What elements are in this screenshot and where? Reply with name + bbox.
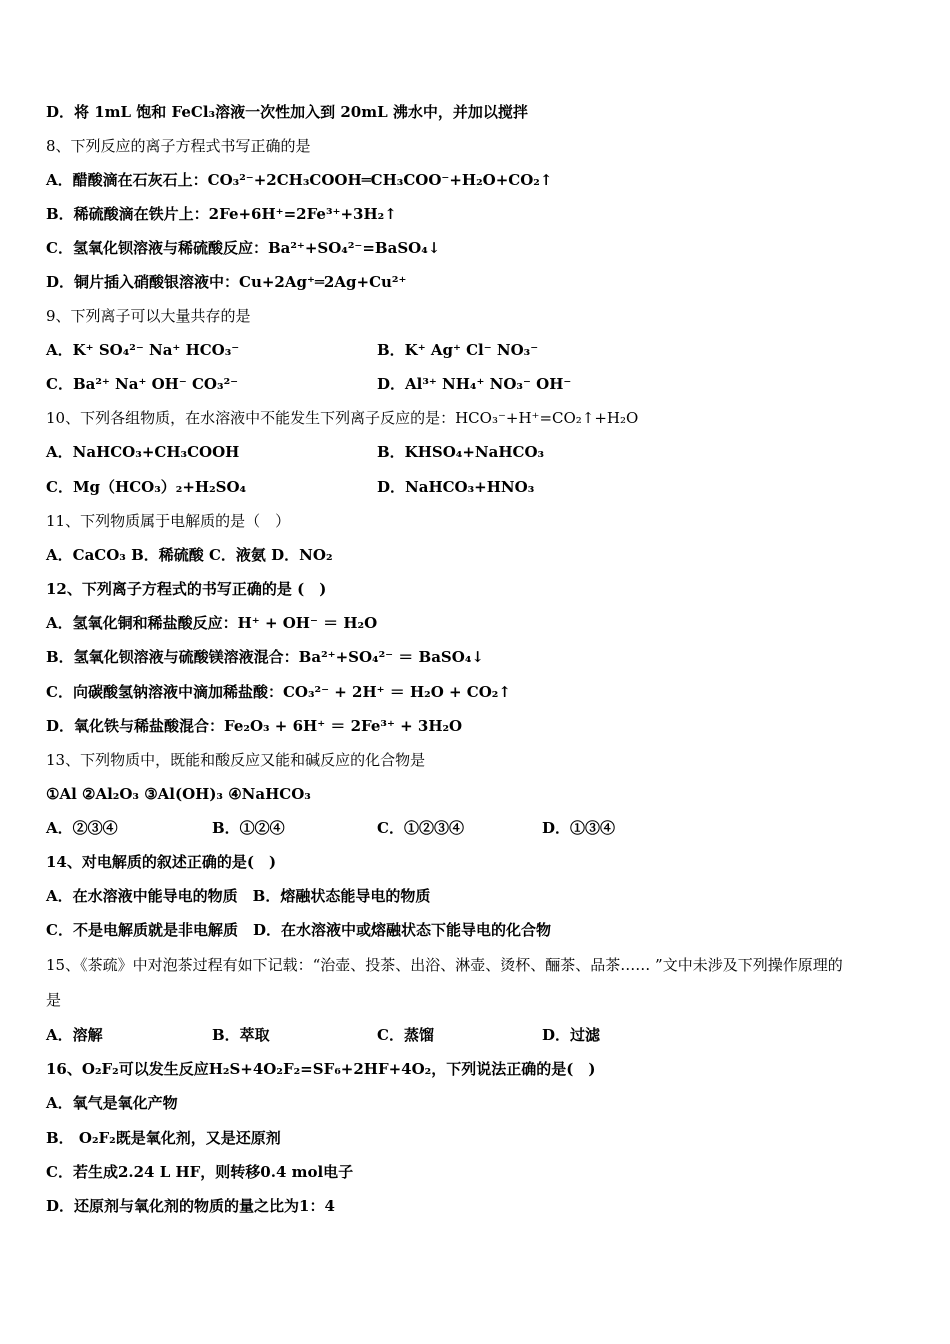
text-segment: A．在水溶液中能导电的物质 B．熔融状态能导电的物质 xyxy=(46,887,431,905)
text-segment: A．氢氧化铜和稀盐酸反应：H⁺ + OH⁻ ＝ H₂O xyxy=(46,614,378,632)
option: B．KHSO₄+NaHCO₃ xyxy=(377,443,545,461)
text-segment: A．CaCO₃ B．稀硫酸 C．液氨 D．NO₂ xyxy=(46,546,333,564)
text-segment: C．氢氧化钡溶液与稀硫酸反应：Ba²⁺+SO₄²⁻=BaSO₄↓ xyxy=(46,239,441,257)
text-segment: A．醋酸滴在石灰石上：CO₃²⁻+2CH₃COOH═CH₃COO⁻+H₂O+CO₂↑ xyxy=(46,171,553,189)
option: D．①③④ xyxy=(542,819,616,837)
option: D．Al³⁺ NH₄⁺ NO₃⁻ OH⁻ xyxy=(377,375,572,393)
text-segment: C．不是电解质就是非电解质 D．在水溶液中或熔融状态下能导电的化合物 xyxy=(46,921,551,939)
text-segment: 15、《茶疏》中对泡茶过程有如下记载：“治壶、投茶、出浴、淋壶、烫杯、酾茶、品茶…… ”文中未涉及下列操作原理的 xyxy=(46,956,843,974)
option: C．①②③④ xyxy=(377,819,464,837)
text-segment: D．铜片插入硝酸银溶液中：Cu+2Ag⁺═2Ag+Cu²⁺ xyxy=(46,273,407,291)
text-segment: 11、下列物质属于电解质的是（ ） xyxy=(46,512,291,530)
text-segment: 16、O₂F₂可以发生反应H₂S+4O₂F₂=SF₆+2HF+4O₂，下列说法正确的是( ) xyxy=(46,1060,596,1078)
option: B．萃取 xyxy=(212,1026,270,1044)
text-segment: D．还原剂与氧化剂的物质的量之比为1：4 xyxy=(46,1197,335,1215)
text-segment: 8、下列反应的离子方程式书写正确的是 xyxy=(46,137,311,155)
option: C．蒸馏 xyxy=(377,1026,434,1044)
text-segment: ①Al ②Al₂O₃ ③Al(OH)₃ ④NaHCO₃ xyxy=(46,785,311,803)
text-segment: 12、下列离子方程式的书写正确的是 ( ) xyxy=(46,580,327,598)
text-segment: C．向碳酸氢钠溶液中滴加稀盐酸：CO₃²⁻ + 2H⁺ ＝ H₂O + CO₂↑ xyxy=(46,683,511,701)
text-segment: B．氢氧化钡溶液与硫酸镁溶液混合：Ba²⁺+SO₄²⁻ ＝ BaSO₄↓ xyxy=(46,648,484,666)
text-segment: 是 xyxy=(46,991,62,1009)
option: C．Ba²⁺ Na⁺ OH⁻ CO₃²⁻ xyxy=(46,375,239,393)
text-segment: 13、下列物质中，既能和酸反应又能和碱反应的化合物是 xyxy=(46,751,426,769)
option: A．K⁺ SO₄²⁻ Na⁺ HCO₃⁻ xyxy=(46,341,240,359)
text-segment: 14、对电解质的叙述正确的是( ) xyxy=(46,853,277,871)
option: A．②③④ xyxy=(46,819,118,837)
option: C．Mg（HCO₃）₂+H₂SO₄ xyxy=(46,478,247,496)
text-segment: D．氧化铁与稀盐酸混合：Fe₂O₃ + 6H⁺ ＝ 2Fe³⁺ + 3H₂O xyxy=(46,717,463,735)
text-segment: 10、下列各组物质，在水溶液中不能发生下列离子反应的是：HCO₃⁻+H⁺=CO₂↑+H₂O xyxy=(46,409,639,427)
option: B．①②④ xyxy=(212,819,285,837)
text-segment: B． O₂F₂既是氧化剂，又是还原剂 xyxy=(46,1129,281,1147)
text-segment: 9、下列离子可以大量共存的是 xyxy=(46,307,251,325)
option: A．溶解 xyxy=(46,1026,103,1044)
option: A．NaHCO₃+CH₃COOH xyxy=(46,443,240,461)
text-segment: A．氧气是氧化产物 xyxy=(46,1094,178,1112)
text-segment: D．将 1mL 饱和 FeCl₃溶液一次性加入到 20mL 沸水中，并加以搅拌 xyxy=(46,103,528,121)
text-segment: C．若生成2.24 L HF，则转移0.4 mol电子 xyxy=(46,1163,354,1181)
text-segment: B．稀硫酸滴在铁片上：2Fe+6H⁺=2Fe³⁺+3H₂↑ xyxy=(46,205,397,223)
option: D．过滤 xyxy=(542,1026,601,1044)
option: B．K⁺ Ag⁺ Cl⁻ NO₃⁻ xyxy=(377,341,539,359)
option: D．NaHCO₃+HNO₃ xyxy=(377,478,535,496)
